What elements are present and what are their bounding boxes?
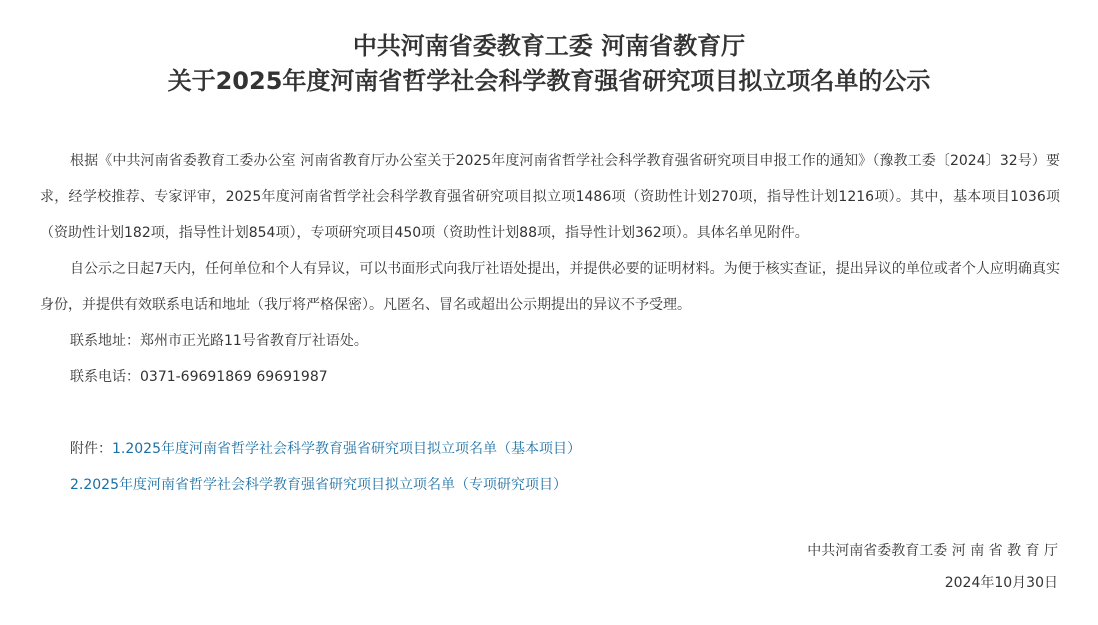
- page-title-line-1: 中共河南省委教育工委 河南省教育厅: [352, 32, 746, 60]
- page-title-line-2: 关于2025年度河南省哲学社会科学教育强省研究项目拟立项名单的公示: [167, 67, 931, 95]
- attachment-row-1: [40, 431, 1060, 467]
- paragraph-basis: 根据《中共河南省委教育工委办公室 河南省教育厅办公室关于2025年度河南省哲学社会科学教育强省研究项目申报工作的通知》（豫教工委〔2024〕32号）要求，经学校推荐、专家评审，2025年度河南省哲学社会科学教育强省研究项目拟立项1486项（资助性计划270项，指导性计划1216项）。其中，基本项目1036项（资助性计划182项，指导性计划854项），专项研究项目450项（资助性计划88项，指导性计划362项）。具体名单见附件。: [40, 153, 1060, 241]
- signature-date: 2024年10月30日: [944, 575, 1058, 591]
- contact-phone: 联系电话：0371-69691869 69691987: [70, 369, 328, 385]
- paragraph-objection: 自公示之日起7天内，任何单位和个人有异议，可以书面形式向我厅社语处提出，并提供必要的证明材料。为便于核实查证，提出异议的单位或者个人应明确真实身份，并提供有效联系电话和地址（我厅将严格保密）。凡匿名、冒名或超出公示期提出的异议不予受理。: [40, 261, 1060, 313]
- attachment-link-basic-projects[interactable]: 1.2025年度河南省哲学社会科学教育强省研究项目拟立项名单（基本项目）: [112, 441, 581, 457]
- signature-org: 中共河南省委教育工委 河 南 省 教 育 厅: [807, 543, 1058, 559]
- attachment-label: 附件：: [70, 441, 112, 457]
- spacer: [40, 395, 1060, 431]
- attachment-link-special-projects[interactable]: 2.2025年度河南省哲学社会科学教育强省研究项目拟立项名单（专项研究项目）: [70, 477, 567, 493]
- signature-block: [807, 535, 1058, 599]
- contact-address: 联系地址：郑州市正光路11号省教育厅社语处。: [70, 333, 368, 349]
- notice-body: [40, 143, 1060, 503]
- attachment-row-2: [40, 467, 1060, 503]
